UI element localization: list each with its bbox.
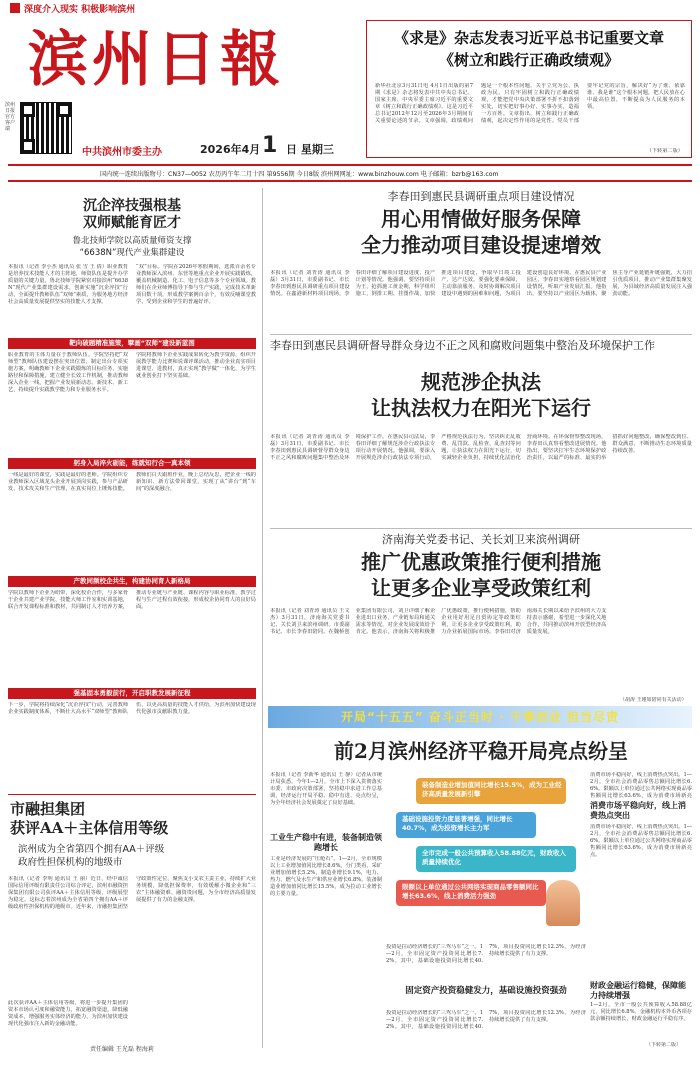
story2-text: 本报讯（记者 刘青涛 通讯员 李 磊）3月31日，市委副书记、市长李春田到惠民县调研重点项目建设情况。在鑫港新材料项目现场，李春田详细了解项目建设进度、投产计划等情况。他强调，要坚持项目为王，抢抓施工黄金期，科学组织施工，倒排工期、挂图作战，加快推进项目建设，争取早日竣工投产、达产达效。要强化要素保障，主动靠前服务，及时协调解决项目建设中遇到的困难和问题，为项目建设创造良好环境。在惠民县产业园区，李春田实地察看园区规划建设情况，听取产业发展汇报。他指出，要坚持以产业园区为载体，聚焦主导产业延链补链强链，大力招引优质项目，推动产业集群集聚发展，为县域经济高质量发展注入强劲动能。 <box>270 270 692 297</box>
lead-continued: （下转第二版） <box>646 1042 682 1048</box>
lead-section-2-heading: 固定资产投资稳健发力，基础设施投资强劲 <box>405 986 567 996</box>
infographic-card-1 <box>416 778 566 804</box>
left-story-subtitle-2: “6638N”现代产业集群建设 <box>79 248 185 258</box>
story4-text: 本报讯（记者 刘青涛 通讯员 王文杰）3月31日，济南海关党委书记、关长刘卫来滨州调研。市委副书记、市长李春田陪同。在魏桥创业集团有限公司，刘卫详细了解企业进出口业务、产业链布局和通关需求等情况，对企业发展成效给予肯定。他表示，济南海关将积极推广优惠政策，推行便利措施，帮助企业用好用足自贸协定等政策红利，让更多企业享受政策红利，助力企业拓展国际市场。李春田对济南海关长期以来给予滨州的大力支持表示感谢，希望进一步深化关地合作，共同推动滨州开放型经济高质量发展。 <box>270 608 607 635</box>
publication-info: 国内统一连续出版物号：CN37—0052 农历丙午年二月十四 第9556期 今日8版 滨州网网址：www.binzhouw.com 电子邮箱：bzrb@163.com <box>100 171 499 178</box>
infographic-card-3 <box>416 846 576 872</box>
finance-text: 本报讯（记者 李明 通讯员 王 丽）近日，经中诚信国际信用评级有限责任公司综合评定，滨州市融资担保集团有限公司获评AA＋主体信用等级，评级展望为稳定。这标志着滨州成为全省第四个拥有AA＋评级政府性担保机构的地级市。近年来，市融担集团坚守政策性定位，聚焦支小支农主责主业，持续扩大业务规模，降低担保费率，有效缓解小微企业和“三农”主体融资难、融资贵问题，为全市经济高质量发展提供了有力的金融支撑。 <box>8 876 256 910</box>
editor-line: 责任编辑 王光磊 程海莉 <box>90 1046 154 1053</box>
story3-text: 本报讯（记者 刘青涛 通讯员 李 磊）3月31日，市委副书记、市长李春田到惠民县调研督导群众身边不正之风和腐败问题集中整治及环境保护工作。在惠民县司法局，李春田详细了解规范涉企行政执法专项行动开展情况。他强调，要深入开展规范涉企行政执法专项行动，严格规范执法行为，坚决纠正乱收费、乱罚款、乱检查、乱查封等问题，让执法权力在阳光下运行，切实减轻企业负担，持续优化法治化营商环境。在环保督察整改现场，李春田认真察看整改进展情况。他指出，要坚决扛牢生态环境保护政治责任，以最严的标准、最实的举措抓好问题整改，确保整改到位、群众满意，不断推动生态环境质量持续改善。 <box>270 434 692 461</box>
story2-title-2[interactable]: 全力推动项目建设提速增效 <box>361 233 601 257</box>
finance-text-2: 此次获评AA＋主体信用等级，将进一步提升集团的资本市场认可度和融资能力，拓宽融资渠道，降低融资成本，增强服务实体经济的能力，为滨州加快建设现代化强市注入新的金融动能。 <box>8 1000 128 1027</box>
section-2-text: 一线是最好的课堂，实践是最好的老师。学院组织专业教师深入区域龙头企业开展顶岗实践，参与产品研发、技术攻关和生产管理，在真实岗位上锤炼技能。教师们白天跟班作业，晚上总结反思，把企业一线的新知识、新方法带回课堂，实现了从“讲台”到“车间”的深度融合。 <box>8 472 256 492</box>
story4-title-1[interactable]: 推广优惠政策推行便利措施 <box>361 550 601 574</box>
issue-weekday: 日 星期三 <box>286 143 334 156</box>
qr-caption: 滨州日报官方客户端 <box>5 102 16 132</box>
host-org: 中共滨州市委主办 <box>82 147 162 158</box>
lead-section-2-text: 投资是拉动经济增长的“三驾马车”之一。1—2月，全市固定资产投资同比增长7.2%。其中，基础设施投资同比增长40.7%，项目投资同比增长12.3%，为经济持续增长提供了有力支撑。 <box>386 1010 586 1030</box>
infographic-text-2: 基础设施投资力度显著增强，同比增长40.7%，成为投资增长主力军 <box>402 815 513 832</box>
section-4-text: 下一步，学院将持续深化“沉企淬技”行动，完善教师企业实践制度体系，不断壮大高水平“双师型”教师队伍，以更高质量的技能人才供给，为滨州加快建设现代化强市贡献职教力量。 <box>8 702 256 715</box>
lead-right-text: 消费市场平稳向好，线上消费热点突出。1—2月，全市社会消费品零售总额同比增长6.6%。限额以上单位通过公共网络实现商品零售额同比增长63.6%，成为消费市场新亮点。 <box>590 824 692 858</box>
section-3-text: 学院以教师下企业为纽带，深化校企合作，与多家骨干企业共建产业学院、技能大师工作室和实训基地，联合开发课程标准和教材，共同制订人才培养方案，推动专业链与产业链、课程内容与职业标准、教学过程与生产过程有效衔接，形成校企协同育人的良好局面。 <box>8 590 256 610</box>
worker-illustration-icon <box>546 880 580 926</box>
infographic-text-4: 限额以上单位通过公共网络实现商品零售额同比增长63.6%，线上消费活力强劲 <box>402 883 539 900</box>
story2-title-1[interactable]: 用心用情做好服务保障 <box>381 207 581 231</box>
issue-day: 1 <box>262 133 278 158</box>
slogan: 深度介入现实 积极影响滨州 <box>24 5 136 15</box>
infographic <box>386 770 586 938</box>
slogan-mark <box>10 3 20 13</box>
lead-text-under-graphic: 投资是拉动经济增长的“三驾马车”之一。1—2月，全市固定资产投资同比增长7.2%。其中，基础设施投资同比增长40.7%，项目投资同比增长12.3%，为经济持续增长提供了有力支撑。 <box>386 944 586 964</box>
finance-subtitle-2: 政府性担保机构的地级市 <box>18 857 123 868</box>
newspaper-logo: 滨州日報 <box>28 25 284 95</box>
lead-story-title[interactable]: 前2月滨州经济平稳开局亮点纷呈 <box>334 739 628 763</box>
left-story-subtitle-1: 鲁北技师学院以高质量师资支撑 <box>72 236 192 246</box>
finance-subtitle-1: 滨州成为全省第四个拥有AA＋评级 <box>18 844 165 855</box>
story4-title-2[interactable]: 让更多企业享受政策红利 <box>371 576 591 600</box>
lead-right-heading-2: 财政金融运行稳健，保障能力持续增强 <box>590 980 686 1000</box>
top-story-box <box>366 20 692 158</box>
left-story-lead: 本报讯（记者 李小杰 通讯员 张 雪 王 倩）职业教育是培养技术技能人才的主阵地，师资队伍是提升办学质量的关键力量。鲁北技师学院紧密对接滨州“6638N”现代产业集群建设需求，创新实施“沉企淬技”行动，全面提升教师队伍“双师”素质，为服务地方经济社会高质量发展提供坚实的技能人才支撑。 <box>8 264 128 305</box>
lead-right-heading: 消费市场平稳向好，线上消费热点突出 <box>590 800 686 820</box>
lead-right-intro: 消费市场平稳向好，线上消费热点突出。1—2月，全市社会消费品零售总额同比增长6.6%。限额以上单位通过公共网络实现商品零售额同比增长63.6%，成为消费市场新亮 <box>590 772 692 798</box>
section-heading-3: 产教同频校企共生，构建协同育人新格局 <box>8 576 256 587</box>
lead-section-1-text: 工业是经济发展的“压舱石”。1—2月，全市规模以上工业增加值同比增长8.6%。分门类看，采矿业增加值增长5.2%，制造业增长9.1%，电力、热力、燃气及水生产和供应业增长6.8%。装备制造业增加值同比增长15.5%，成为拉动工业增长的主要力量。 <box>270 856 382 897</box>
lead-right-text-2: 1—2月，全市一般公共预算收入58.88亿元，同比增长6.8%。金融机构本外币各项存款余额持续增长，财政金融运行平稳有序。 <box>590 1002 692 1022</box>
top-story-text: 新华社北京3月31日电 4月1日出版的第7期《求是》杂志将发表中共中央总书记、国家主席、中央军委主席习近平的重要文章《树立和践行正确政绩观》。这是习近平总书记2012年12月至2026年3月期间有关重要论述的节录。文章强调，政绩观问题是一个根本性问题，关乎立党为公、执政为民。只有牢固树立和践行正确政绩观，才能把党中央决策部署不折不扣落到实处，切实把好事办好、实事办实，造福一方百姓。文章指出，树立和践行正确政绩观，起决定性作用的是党性。党员干部要牢记党的宗旨，解决好“为了谁、依靠谁、我是谁”这个根本问题，把人民放在心中最高位置，不断提高为人民服务的本领。 <box>375 83 685 124</box>
finance-title-2[interactable]: 获评AA＋主体信用等级 <box>10 819 169 837</box>
finance-title-1[interactable]: 市融担集团 <box>10 800 86 818</box>
infographic-card-4 <box>396 880 546 906</box>
story4-tail: （胡涛 王瑾如陪同有关活动） <box>620 697 687 703</box>
section-1-text-col2: 学院将教师下企业实践成果转化为教学资源，组织开展教学能力比赛和说课评课活动，推动企业真实项目进课堂、进教材，真正实现“教学做”一体化，为学生就业创业打下坚实基础。 <box>136 352 256 379</box>
section-1-text: 职业教育的主体力量在于教师队伍。学院坚持把“双师型”教师队伍建设摆在突出位置，制定出台专项实施方案，明确教师下企业实践锻炼的目标任务、实施路径和保障措施，建立健全长效工作机制，推动教师深入企业一线，把握产业发展新动态、新技术、新工艺，持续提升实践教学能力和专业服务水平。 <box>8 352 128 393</box>
issue-year: 2026年4月 <box>200 143 261 156</box>
section-heading-2: 躬身入局淬火砺能，练就知行合一真本领 <box>8 458 256 469</box>
campaign-banner: 开局“十五五” 奋斗正当时 · 干事创业 担当尽责 <box>268 706 692 728</box>
infographic-card-2 <box>396 812 536 838</box>
lead-section-1-heading: 工业生产稳中有进，装备制造领跑增长 <box>270 832 382 852</box>
top-story-title-1[interactable]: 《求是》杂志发表习近平总书记重要文章 <box>393 29 664 47</box>
left-story-title-1[interactable]: 沉企淬技强根基 <box>83 198 181 214</box>
left-story-title-2[interactable]: 双师赋能育匠才 <box>83 215 181 231</box>
story2-kicker: 李春田到惠民县调研重点项目建设情况 <box>387 190 575 203</box>
story4-kicker: 济南海关党委书记、关长刘卫来滨州调研 <box>382 533 580 546</box>
top-story-title-2[interactable]: 《树立和践行正确政绩观》 <box>438 51 619 69</box>
story3-title-1[interactable]: 规范涉企执法 <box>421 370 541 394</box>
infographic-text-3: 全市完成一般公共预算收入58.88亿元，财政收入质量持续优化 <box>422 849 567 866</box>
lead-story-intro: 本报讯（记者 李新华 通讯员 王 静）记者从市统计局获悉，今年1—2月，全市上下深入贯彻落实市委、市政府决策部署，坚持稳中求进工作总基调，经济运行开局平稳、稳中有进、亮点纷呈，为全年经济社会发展奠定了良好基础。 <box>270 772 382 806</box>
qr-code-icon[interactable] <box>20 102 72 154</box>
left-story-col2: “双”目标。学院在2026年寒假期间，选派百余名专业教师深入滨州、东营等地重点企业开展实践锻炼，覆盖机械制造、化工、电子信息等多个专业领域。教师们在企业师傅指导下参与生产实践，完成技术革新项目数十项，形成教学案例百余个，有效反哺课堂教学，受到企业和学生的普遍好评。 <box>136 264 256 305</box>
top-story-continued: （下转第二版） <box>646 148 683 154</box>
section-heading-1: 靶向破题精准施策，擘画“双师”建设新蓝图 <box>8 338 256 349</box>
section-heading-4: 强基固本勇毅前行，开启职教发展新征程 <box>8 688 256 699</box>
infographic-text-1: 装备制造业增加值同比增长15.5%，成为工业经济高质量发展新引擎 <box>422 781 562 798</box>
story3-kicker: 李春田到惠民县调研督导群众身边不正之风和腐败问题集中整治及环境保护工作 <box>270 339 655 352</box>
story3-title-2[interactable]: 让执法权力在阳光下运行 <box>371 396 591 420</box>
